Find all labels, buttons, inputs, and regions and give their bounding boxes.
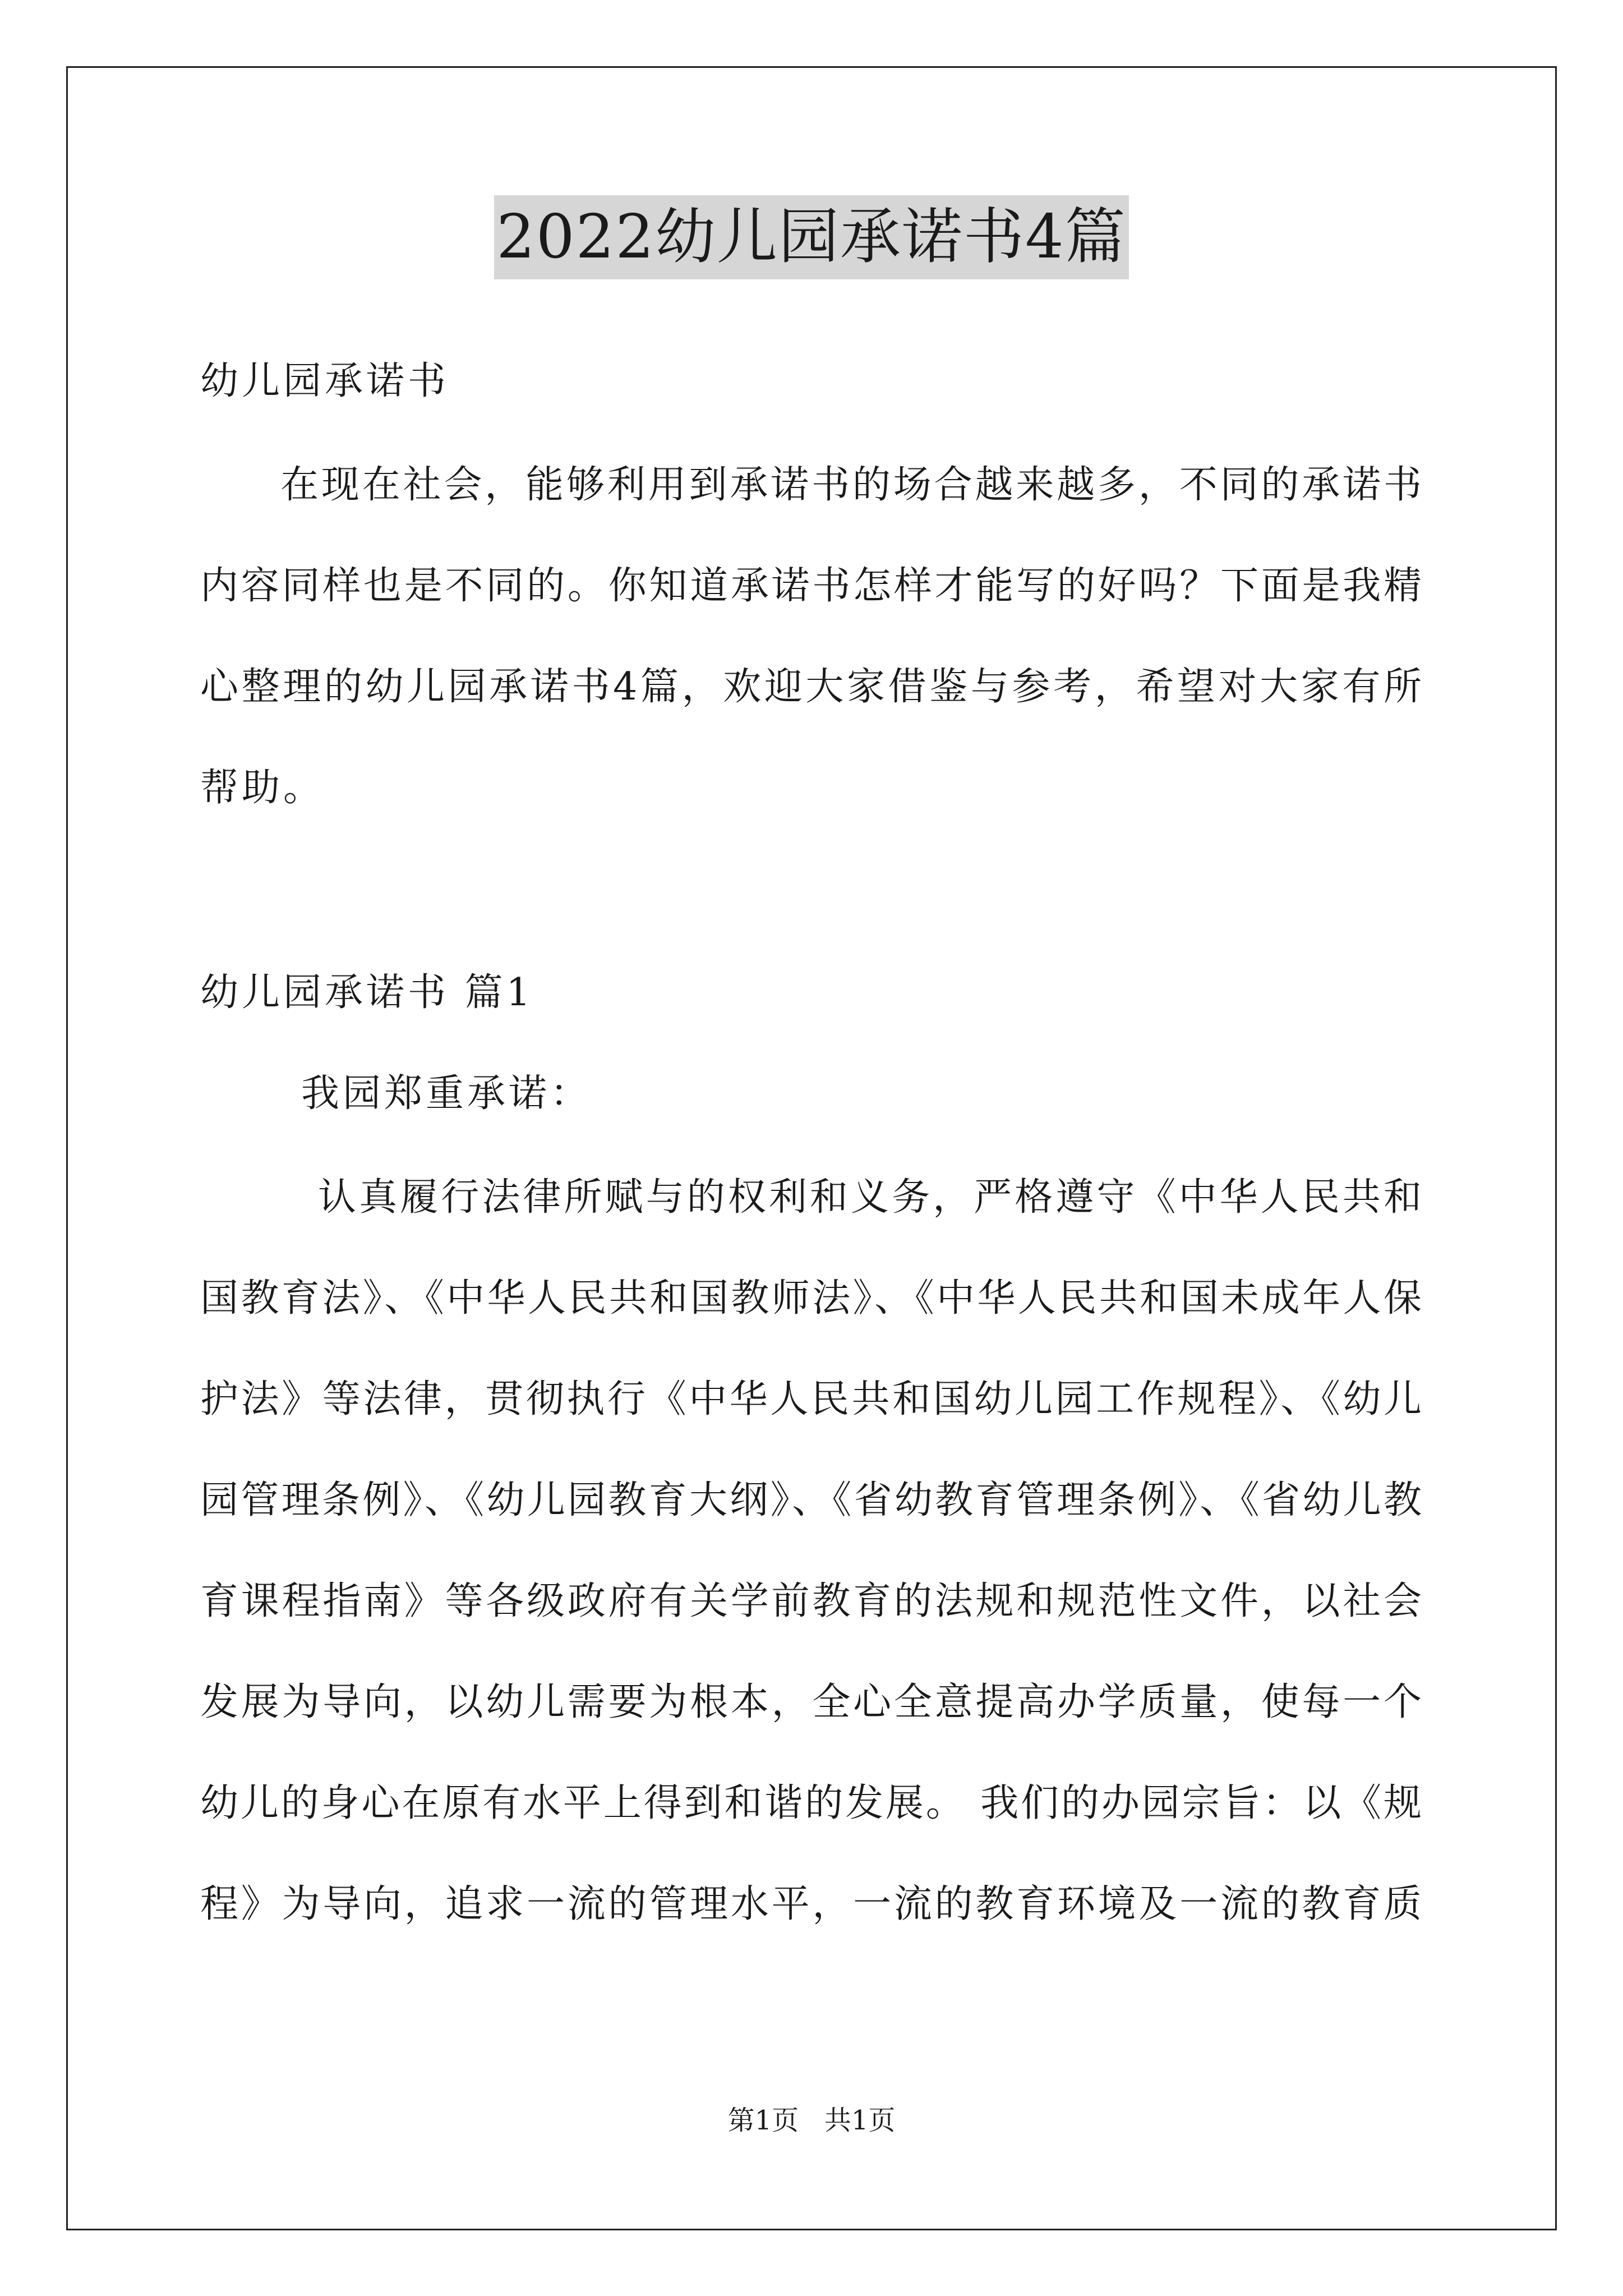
subheading: 幼儿园承诺书 (200, 359, 450, 403)
body-line-3: 护法》等法律，贯彻执行《中华人民共和国幼儿园工作规程》、《幼儿 (200, 1377, 1422, 1421)
document-title: 2022幼儿园承诺书4篇 (494, 195, 1129, 279)
intro-line-4: 帮助。 (200, 766, 325, 810)
body-line-8: 程》为导向，追求一流的管理水平，一流的教育环境及一流的教育质 (200, 1882, 1422, 1926)
title-container (0, 195, 1623, 279)
intro-line-2: 内容同样也是不同的。你知道承诺书怎样才能写的好吗？下面是我精 (200, 564, 1422, 608)
intro-line-3: 心整理的幼儿园承诺书4篇，欢迎大家借鉴与参考，希望对大家有所 (200, 665, 1422, 709)
pledge-opening: 我园郑重承诺： (301, 1071, 592, 1116)
body-line-5: 育课程指南》等各级政府有关学前教育的法规和规范性文件，以社会 (200, 1579, 1422, 1623)
body-line-2: 国教育法》、《中华人民共和国教师法》、《中华人民共和国未成年人保 (200, 1276, 1422, 1320)
body-line-7: 幼儿的身心在原有水平上得到和谐的发展。 我们的办园宗旨：以《规 (200, 1781, 1422, 1825)
page-footer: 第1页 共1页 (727, 2105, 896, 2136)
body-line-1: 认真履行法律所赋与的权利和义务，严格遵守《中华人民共和 (318, 1175, 1422, 1220)
intro-line-1: 在现在社会，能够利用到承诺书的场合越来越多，不同的承诺书 (280, 463, 1422, 507)
body-line-4: 园管理条例》、《幼儿园教育大纲》、《省幼教育管理条例》、《省幼儿教 (200, 1478, 1422, 1522)
body-line-6: 发展为导向，以幼儿需要为根本，全心全意提高办学质量，使每一个 (200, 1680, 1422, 1724)
section-heading: 幼儿园承诺书 篇1 (200, 970, 534, 1015)
